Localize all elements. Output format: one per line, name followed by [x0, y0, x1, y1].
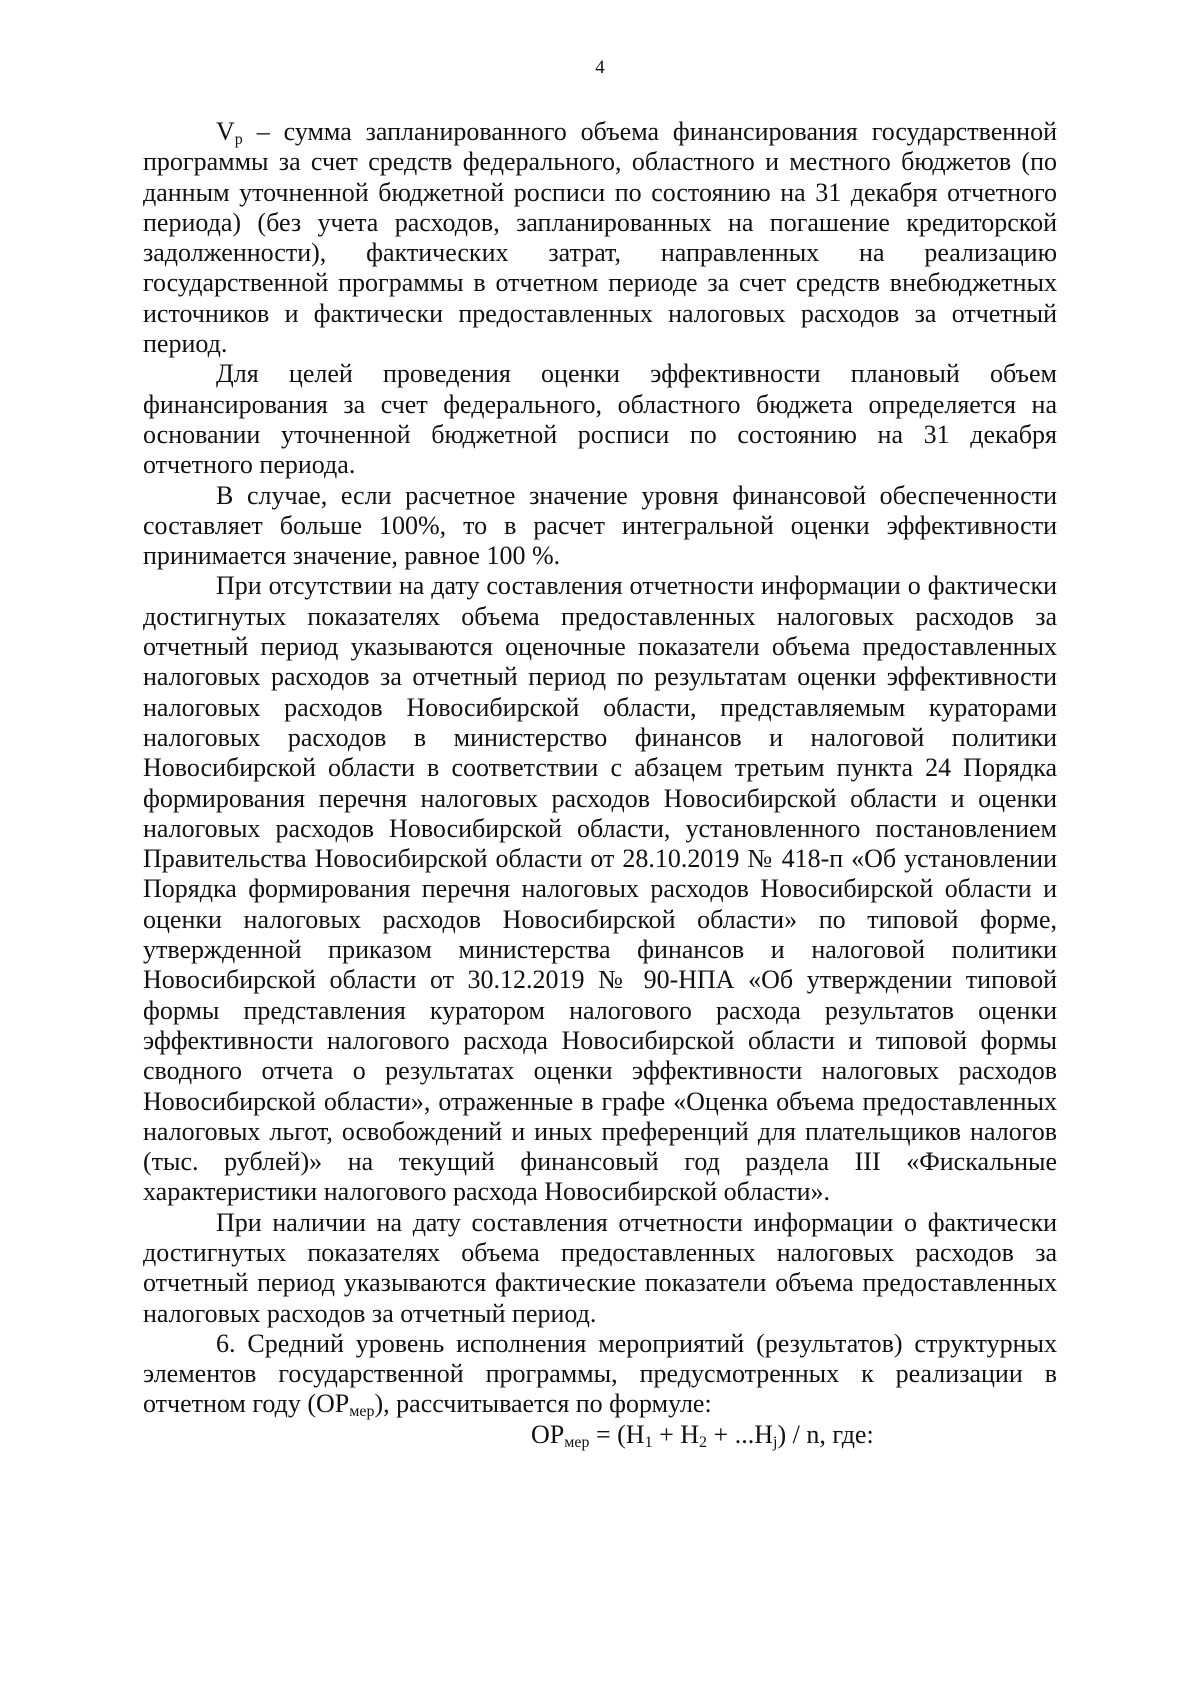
formula-part: ) / n, где:: [777, 1419, 874, 1449]
paragraph-text: 6. Средний уровень исполнения мероприятий (результатов) структурных элементов государственной программы, предусмотренных к реализации в отчетном году (ОР: [143, 1328, 1057, 1419]
paragraph-absence-of-data: При отсутствии на дату составления отчетности информации о фактически достигнутых показателях объема предоставленных налоговых расходов за отчетный период указываются оценочные показатели объема предоставленных налоговых расходов за отчетный период по результатам оценки эффективности налоговых расходов Новосибирской области, представляемым кураторами налоговых расходов в министерство финансов и налоговой политики Новосибирской области в соответствии с абзацем третьим пункта 24 Порядка формирования перечня налоговых расходов Новосибирской области и оценки налоговых расходов Новосибирской области, установленного постановлением Правительства Новосибирской области от 28.10.2019 № 418-п «Об установлении Порядка формирования перечня налоговых расходов Новосибирской области и оценки налоговых расходов Новосибирской области» по типовой форме, утвержденной приказом министерства финансов и налоговой политики Новосибирской области от 30.12.2019 № 90-НПА «Об утверждении типовой формы представления куратором налогового расхода результатов оценки эффективности налогового расхода Новосибирской области и типовой формы сводного отчета о результатах оценки эффективности налоговых расходов Новосибирской области», отраженные в графе «Оценка объема предоставленных налоговых льгот, освобождений и иных преференций для плательщиков налогов (тыс. рублей)» на текущий финансовый год раздела III «Фискальные характеристики налогового расхода Новосибирской области».: [143, 571, 1057, 1207]
document-body: [143, 117, 1057, 1450]
formula-part: + Н: [652, 1419, 700, 1449]
formula-part: = (Н: [589, 1419, 645, 1449]
formula-part: + ...Н: [707, 1419, 773, 1449]
page-number: 4: [595, 57, 605, 78]
paragraph-vp-definition: [143, 117, 1057, 359]
paragraph-item-6: [143, 1329, 1057, 1420]
paragraph-text: – сумма запланированного объема финансирования государственной программы за счет средств федерального, областного и местного бюджетов (по данным уточненной бюджетной росписи по состоянию на 31 декабря отчетного периода) (без учета расходов, запланированных на погашение кредиторской задолженности), фактических затрат, направленных на реализацию государственной программы в отчетном периоде за счет средств внебюджетных источников и фактически предоставленных налоговых расходов за отчетный период.: [143, 117, 1057, 359]
paragraph-presence-of-data: При наличии на дату составления отчетности информации о фактически достигнутых показателях объема предоставленных налоговых расходов за отчетный период указываются фактические показатели объема предоставленных налоговых расходов за отчетный период.: [143, 1207, 1057, 1328]
or-subscript: мер: [349, 1403, 375, 1421]
paragraph-text: ), рассчитывается по формуле:: [374, 1389, 712, 1419]
symbol-v-subscript: p: [234, 131, 243, 148]
paragraph-planned-financing: Для целей проведения оценки эффективности плановый объем финансирования за счет федерального, областного бюджета определяется на основании уточненной бюджетной росписи по состоянию на 31 декабря отчетного периода.: [143, 359, 1057, 480]
formula: [143, 1420, 1057, 1450]
formula-subscript-j: j: [773, 1433, 778, 1451]
formula-subscript-2: 2: [699, 1433, 708, 1451]
formula-lhs-subscript: мер: [564, 1433, 590, 1451]
formula-lhs: ОР: [531, 1419, 565, 1449]
paragraph-over-100-percent: В случае, если расчетное значение уровня финансовой обеспеченности составляет больше 100%, то в расчет интегральной оценки эффективности принимается значение, равное 100 %.: [143, 480, 1057, 571]
formula-subscript-1: 1: [644, 1433, 653, 1451]
symbol-v: V: [216, 117, 235, 146]
